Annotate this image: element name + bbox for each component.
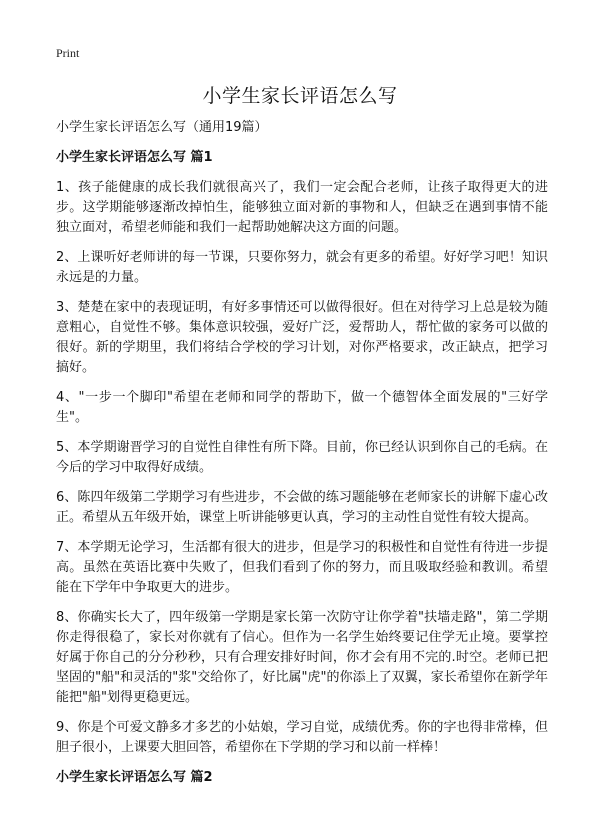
print-link[interactable]: Print [56,46,80,60]
article-body [56,118,548,798]
paragraph-8: 8、你确实长大了，四年级第一学期是家长第一次防守让你学着"扶墙走路"，第二学期你走得很稳了，家长对你就有了信心。但作为一名学生始终要记住学无止境。要掌控好属于你自己的分分秒秒，只有合理安排好时间，你才会有用不完的.时空。老师已把坚固的"船"和灵活的"浆"交给你了，好比属"虎"的你添上了双翼，家长希望你在新学年能把"船"划得更稳更远。 [56,610,548,705]
paragraph-9: 9、你是个可爱文静多才多艺的小姑娘，学习自觉，成绩优秀。你的字也得非常棒，但胆子很小，上课要大胆回答，希望你在下学期的学习和以前一样棒！ [56,720,548,755]
section-heading-2: 小学生家长评语怎么写 篇2 [56,770,213,785]
article-subtitle: 小学生家长评语怎么写（通用19篇） [56,120,268,135]
paragraph-7: 7、本学期无论学习，生活都有很大的进步，但是学习的积极性和自觉性有待进一步提高。虽然在英语比赛中失败了，但我们看到了你的努力，而且吸取经验和教训。希望能在下学年中争取更大的进步。 [56,540,548,595]
paragraph-4: 4、"一步一个脚印"希望在老师和同学的帮助下，做一个德智体全面发展的"三好学生"。 [56,390,548,425]
paragraph-6: 6、陈四年级第二学期学习有些进步，不会做的练习题能够在老师家长的讲解下虚心改正。希望从五年级开始，课堂上听讲能够更认真，学习的主动性自觉性有较大提高。 [56,490,548,525]
paragraph-2: 2、上课听好老师讲的每一节课，只要你努力，就会有更多的希望。好好学习吧！知识永远是的力量。 [56,250,548,285]
page-title: 小学生家长评语怎么写 [202,85,398,107]
paragraph-3: 3、楚楚在家中的表现证明，有好多事情还可以做得很好。但在对待学习上总是较为随意粗心，自觉性不够。集体意识较强，爱好广泛，爱帮助人，帮忙做的家务可以做的很好。新的学期里，我们将结合学校的学习计划，对你严格要求，改正缺点，把学习搞好。 [56,300,548,375]
section-heading-1: 小学生家长评语怎么写 篇1 [56,150,213,165]
paragraph-1: 1、孩子能健康的成长我们就很高兴了，我们一定会配合老师，让孩子取得更大的进步。这学期能够逐渐改掉怕生，能够独立面对新的事物和人，但缺乏在遇到事情不能独立面对，希望老师能和我们一起帮助她解决这方面的问题。 [56,180,548,235]
paragraph-5: 5、本学期谢晋学习的自觉性自律性有所下降。目前，你已经认识到你自己的毛病。在今后的学习中取得好成绩。 [56,440,548,475]
